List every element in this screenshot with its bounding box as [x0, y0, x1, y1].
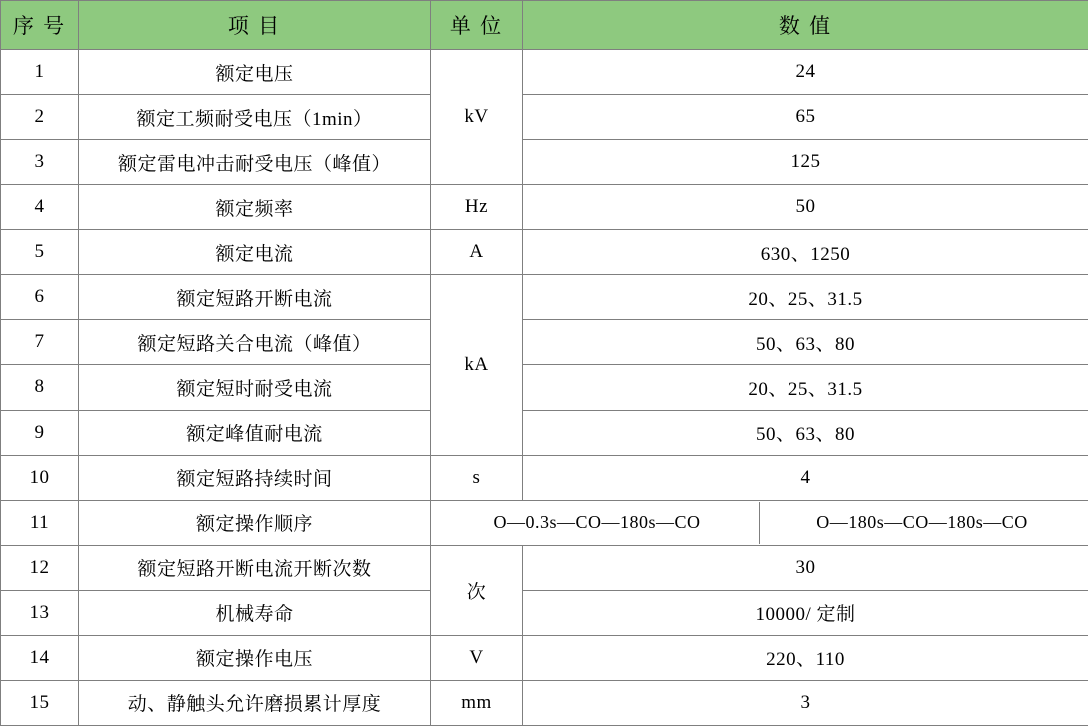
- row-sequence: 6: [1, 275, 79, 320]
- table-row: [1, 590, 1088, 635]
- column-header-item: 项 目: [79, 1, 431, 50]
- table-header: [1, 1, 1088, 50]
- row-item-name: 机械寿命: [79, 590, 431, 635]
- table-row: [1, 680, 1088, 725]
- row-sequence: 15: [1, 680, 79, 725]
- row-unit: 次: [431, 545, 523, 635]
- row-item-name: 动、静触头允许磨损累计厚度: [79, 680, 431, 725]
- row-value: 24: [523, 50, 1088, 95]
- row-sequence: 11: [1, 500, 79, 545]
- table-row: [1, 545, 1088, 590]
- row-item-name: 额定电压: [79, 50, 431, 95]
- row-value: 50: [523, 185, 1088, 230]
- row-value: 20、25、31.5: [523, 365, 1088, 410]
- row-value: 4: [523, 455, 1088, 500]
- row-value: 125: [523, 140, 1088, 185]
- row-value: 20、25、31.5: [523, 275, 1088, 320]
- row-sequence: 8: [1, 365, 79, 410]
- column-header-unit: 单 位: [431, 1, 523, 50]
- row-sequence: 14: [1, 635, 79, 680]
- row-item-name: 额定操作顺序: [79, 500, 431, 545]
- row-sequence: 2: [1, 95, 79, 140]
- table-row: [1, 230, 1088, 275]
- row-sequence: 12: [1, 545, 79, 590]
- row-value: 220、110: [523, 635, 1088, 680]
- row-value: 630、1250: [523, 230, 1088, 275]
- table-row: [1, 365, 1088, 410]
- row-value: 50、63、80: [523, 320, 1088, 365]
- row-item-name: 额定雷电冲击耐受电压（峰值）: [79, 140, 431, 185]
- row-item-name: 额定短路开断电流: [79, 275, 431, 320]
- row-value-split: [431, 500, 1088, 545]
- column-header-value: 数 值: [523, 1, 1088, 50]
- table-row: [1, 275, 1088, 320]
- row-unit: kV: [431, 50, 523, 185]
- row-unit: V: [431, 635, 523, 680]
- row-item-name: 额定操作电压: [79, 635, 431, 680]
- table-body: [1, 50, 1088, 726]
- row-item-name: 额定峰值耐电流: [79, 410, 431, 455]
- row-sequence: 3: [1, 140, 79, 185]
- table-row: [1, 635, 1088, 680]
- row-unit: A: [431, 230, 523, 275]
- table-row: [1, 455, 1088, 500]
- row-value: 50、63、80: [523, 410, 1088, 455]
- table-row: [1, 95, 1088, 140]
- table-row: [1, 140, 1088, 185]
- row-sequence: 1: [1, 50, 79, 95]
- row-item-name: 额定短路开断电流开断次数: [79, 545, 431, 590]
- row-sequence: 7: [1, 320, 79, 365]
- row-unit: kA: [431, 275, 523, 455]
- row-item-name: 额定频率: [79, 185, 431, 230]
- table-row: [1, 185, 1088, 230]
- row-item-name: 额定工频耐受电压（1min）: [79, 95, 431, 140]
- row-unit: s: [431, 455, 523, 500]
- table-row: [1, 320, 1088, 365]
- column-header-sequence: 序 号: [1, 1, 79, 50]
- row-value-option-1: O—0.3s—CO—180s—CO: [435, 502, 760, 544]
- row-sequence: 9: [1, 410, 79, 455]
- row-unit: Hz: [431, 185, 523, 230]
- table-row: [1, 500, 1088, 545]
- row-item-name: 额定短路关合电流（峰值）: [79, 320, 431, 365]
- row-item-name: 额定短路持续时间: [79, 455, 431, 500]
- row-value-option-2: O—180s—CO—180s—CO: [816, 512, 1028, 533]
- row-sequence: 13: [1, 590, 79, 635]
- row-value: 10000/ 定制: [523, 590, 1088, 635]
- table-row: [1, 410, 1088, 455]
- table-header-row: [1, 1, 1088, 50]
- row-sequence: 5: [1, 230, 79, 275]
- row-item-name: 额定短时耐受电流: [79, 365, 431, 410]
- row-item-name: 额定电流: [79, 230, 431, 275]
- row-sequence: 10: [1, 455, 79, 500]
- row-value: 65: [523, 95, 1088, 140]
- table-row: [1, 50, 1088, 95]
- row-unit: mm: [431, 680, 523, 725]
- row-sequence: 4: [1, 185, 79, 230]
- row-value: 3: [523, 680, 1088, 725]
- row-value: 30: [523, 545, 1088, 590]
